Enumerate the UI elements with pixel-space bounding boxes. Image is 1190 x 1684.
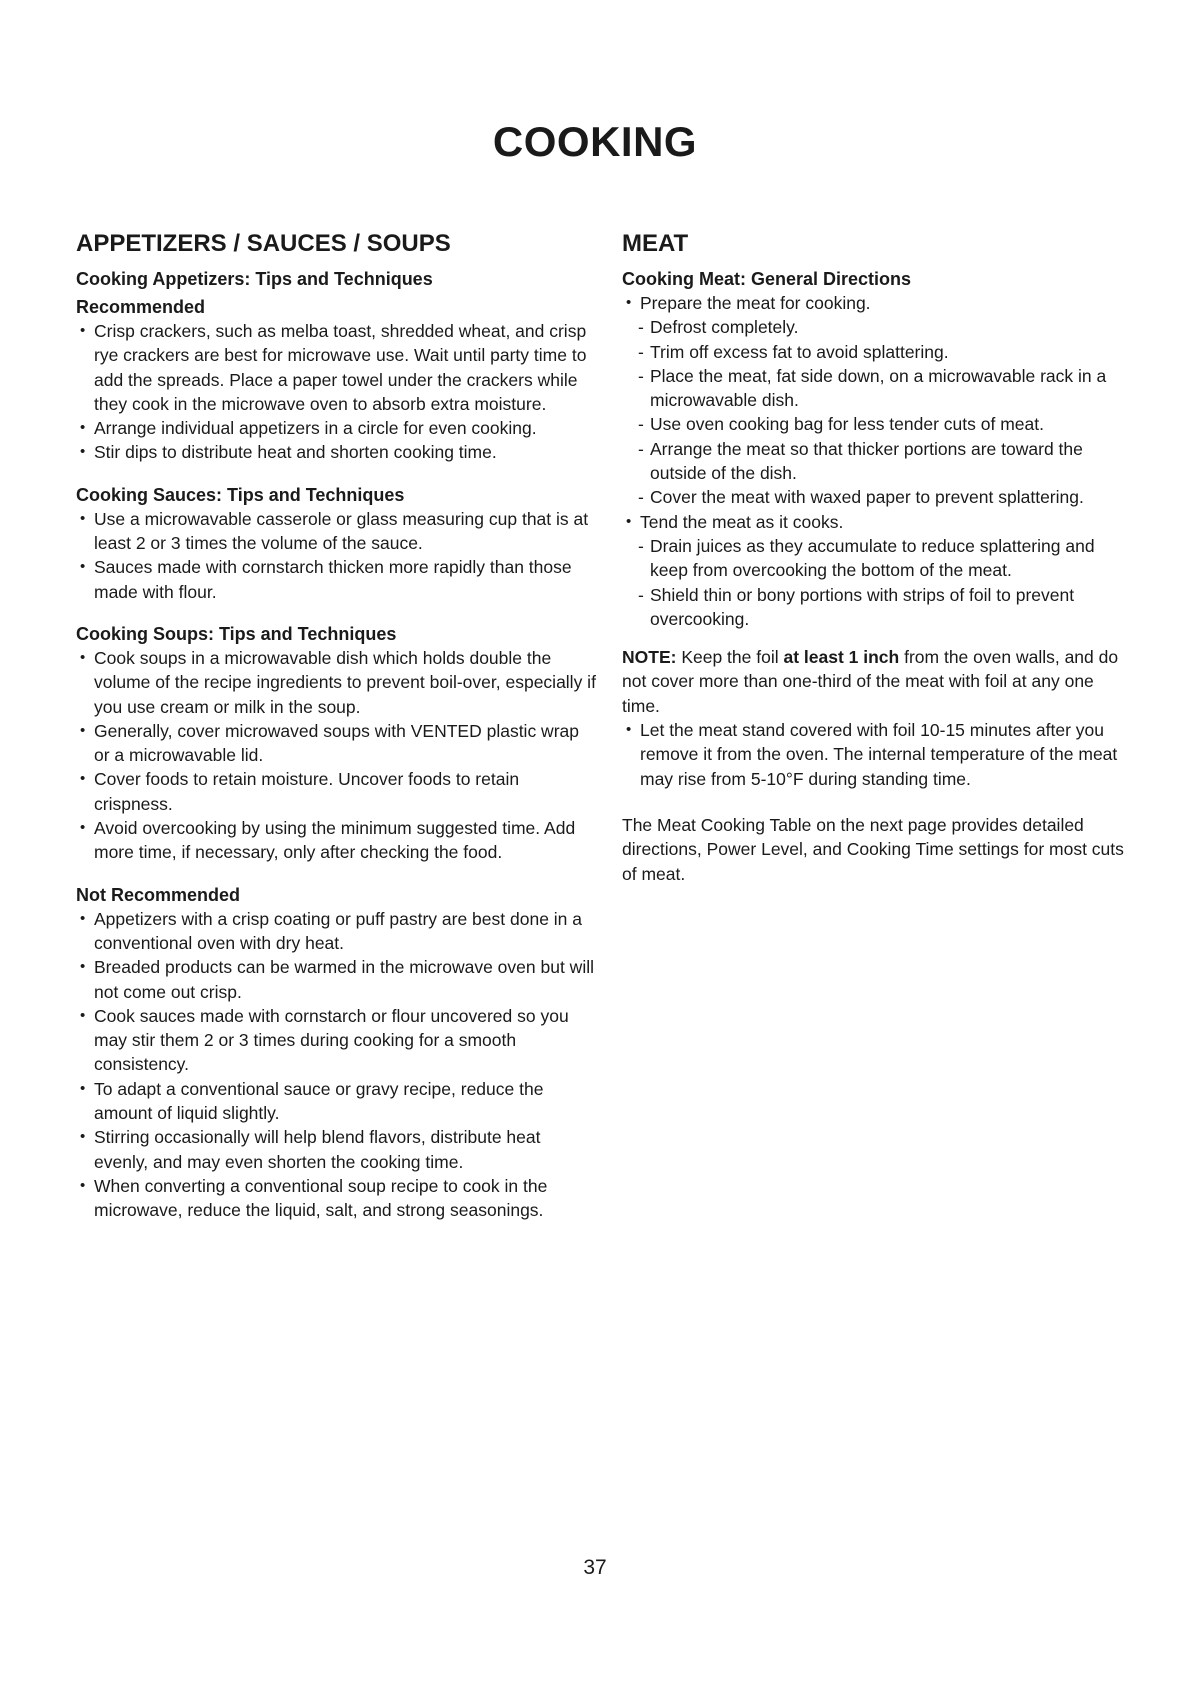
list-item: • Cover foods to retain moisture. Uncover foods to retain crispness. <box>76 767 596 816</box>
list-item: • Stir dips to distribute heat and shorten cooking time. <box>76 440 596 464</box>
meat-general-directions-heading: Cooking Meat: General Directions <box>622 269 912 289</box>
list-item: • Prepare the meat for cooking. <box>622 291 1132 315</box>
appetizers-tips-heading: Cooking Appetizers: Tips and Techniques <box>76 269 433 289</box>
recommended-heading: Recommended <box>76 297 206 317</box>
list-item: • Use a microwavable casserole or glass measuring cup that is at least 2 or 3 times the volume of the sauce. <box>76 507 596 556</box>
list-item: • Tend the meat as it cooks. <box>622 510 1132 534</box>
list-subitem: - Use oven cooking bag for less tender cuts of meat. <box>622 412 1132 436</box>
list-item: • Cook sauces made with cornstarch or flour uncovered so you may stir them 2 or 3 times during cooking for a smooth consistency. <box>76 1004 596 1077</box>
soups-list <box>76 646 596 865</box>
page-number: 37 <box>583 1556 607 1579</box>
standing-list <box>622 718 1132 791</box>
recommended-list <box>76 319 596 465</box>
list-subitem: - Cover the meat with waxed paper to prevent splattering. <box>622 485 1132 509</box>
note-paragraph <box>622 645 1132 718</box>
list-item: • Avoid overcooking by using the minimum suggested time. Add more time, if necessary, only after checking the food. <box>76 816 596 865</box>
list-item: • Appetizers with a crisp coating or puff pastry are best done in a conventional oven with dry heat. <box>76 907 596 956</box>
list-item: • Breaded products can be warmed in the microwave oven but will not come out crisp. <box>76 955 596 1004</box>
list-subitem: - Trim off excess fat to avoid splattering. <box>622 340 1132 364</box>
not-recommended-heading: Not Recommended <box>76 884 241 905</box>
soups-tips-heading: Cooking Soups: Tips and Techniques <box>76 623 397 644</box>
sauces-list <box>76 507 596 604</box>
note-text: Keep the foil <box>676 647 784 668</box>
not-recommended-list <box>76 907 596 1223</box>
meat-column <box>622 230 1132 886</box>
meat-directions-list <box>622 291 1132 631</box>
list-item: • Crisp crackers, such as melba toast, shredded wheat, and crisp rye crackers are best for microwave use. Wait until party time to add the spreads. Place a paper towel under the crackers while they cook in the microwave oven to absorb extra moisture. <box>76 319 596 416</box>
appetizers-section-heading: APPETIZERS / SAUCES / SOUPS <box>76 230 451 257</box>
list-subitem: - Arrange the meat so that thicker portions are toward the outside of the dish. <box>622 437 1132 486</box>
list-subitem: - Defrost completely. <box>622 315 1132 339</box>
list-item: • Cook soups in a microwavable dish which holds double the volume of the recipe ingredients to prevent boil-over, especially if you use cream or milk in the soup. <box>76 646 596 719</box>
note-label: NOTE: <box>622 647 677 668</box>
list-subitem: - Shield thin or bony portions with strips of foil to prevent overcooking. <box>622 583 1132 632</box>
closing-paragraph: The Meat Cooking Table on the next page provides detailed directions, Power Level, and Cooking Time settings for most cuts of meat. <box>622 814 1124 884</box>
note-text: from the oven walls, and do not cover more than one-third of the meat with foil at any one time. <box>622 647 1119 716</box>
list-item: • Stirring occasionally will help blend flavors, distribute heat evenly, and may even shorten the cooking time. <box>76 1125 596 1174</box>
list-item: • To adapt a conventional sauce or gravy recipe, reduce the amount of liquid slightly. <box>76 1077 596 1126</box>
list-item: • When converting a conventional soup recipe to cook in the microwave, reduce the liquid, salt, and strong seasonings. <box>76 1174 596 1223</box>
appetizers-sauces-soups-column <box>76 230 596 1223</box>
list-subitem: - Drain juices as they accumulate to reduce splattering and keep from overcooking the bottom of the meat. <box>622 534 1132 583</box>
list-item: • Arrange individual appetizers in a circle for even cooking. <box>76 416 596 440</box>
page-title: COOKING <box>492 118 698 165</box>
list-item: • Sauces made with cornstarch thicken more rapidly than those made with flour. <box>76 555 596 604</box>
meat-section-heading: MEAT <box>622 230 689 257</box>
list-item: • Generally, cover microwaved soups with VENTED plastic wrap or a microwavable lid. <box>76 719 596 768</box>
sauces-tips-heading: Cooking Sauces: Tips and Techniques <box>76 484 405 505</box>
list-item: • Let the meat stand covered with foil 10-15 minutes after you remove it from the oven. The internal temperature of the meat may rise from 5-10°F during standing time. <box>622 718 1132 791</box>
list-subitem: - Place the meat, fat side down, on a microwavable rack in a microwavable dish. <box>622 364 1132 413</box>
note-emphasis: at least 1 inch <box>783 647 900 668</box>
